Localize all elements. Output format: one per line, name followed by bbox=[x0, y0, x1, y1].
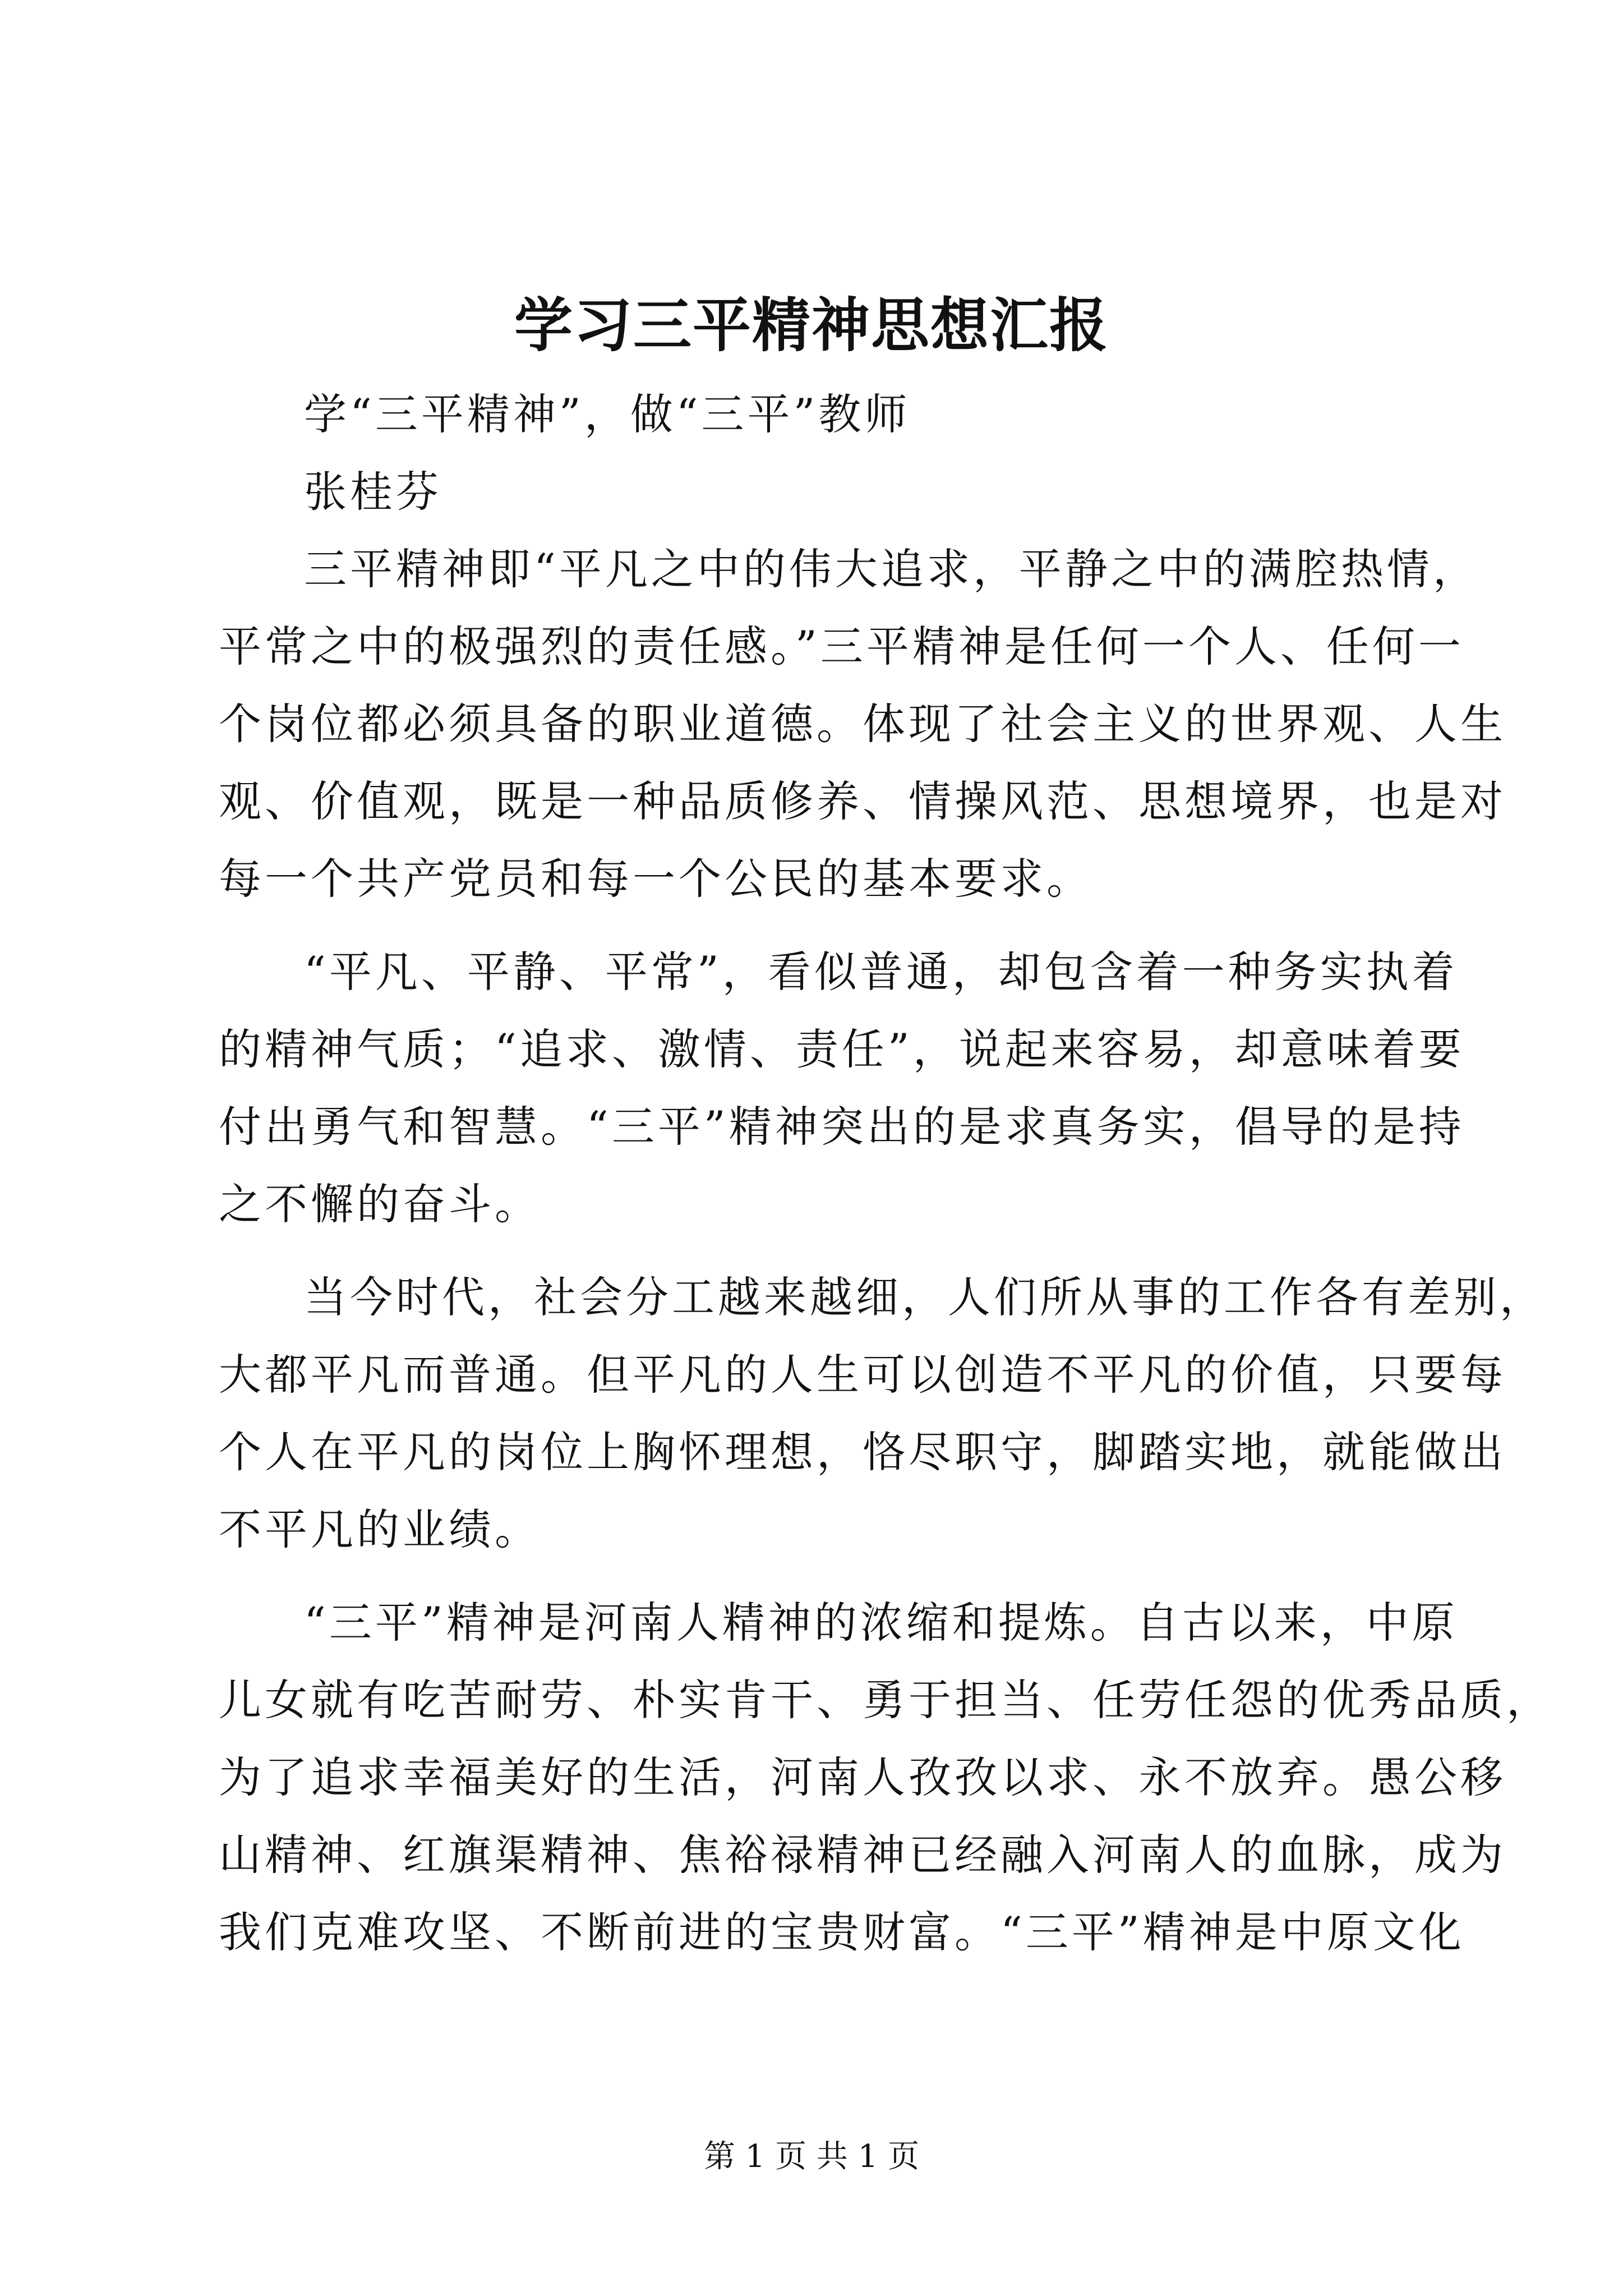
paragraph-line: 大都平凡而普通。但平凡的人生可以创造不平凡的价值，只要每 bbox=[219, 1350, 1506, 1400]
paragraph-line: 之不懈的奋斗。 bbox=[219, 1179, 541, 1229]
paragraph-line: 付出勇气和智慧。“三平”精神突出的是求真务实，倡导的是持 bbox=[219, 1102, 1465, 1152]
document-title: 学习三平精神思想汇报 bbox=[514, 291, 1109, 360]
paragraph-line: 平常之中的极强烈的责任感。”三平精神是任何一个人、任何一 bbox=[219, 622, 1464, 671]
author-line: 张桂芬 bbox=[304, 467, 442, 517]
paragraph-1 bbox=[219, 531, 1506, 918]
paragraph-4 bbox=[219, 1584, 1552, 1971]
subtitle-line: 学“三平精神”，做“三平”教师 bbox=[304, 389, 911, 439]
paragraph-3 bbox=[219, 1259, 1546, 1568]
paragraph-line: 个人在平凡的岗位上胸怀理想，恪尽职守，脚踏实地，就能做出 bbox=[219, 1427, 1506, 1477]
paragraph-line: 为了追求幸福美好的生活，河南人孜孜以求、永不放弃。愚公移 bbox=[219, 1752, 1506, 1802]
paragraph-line: 山精神、红旗渠精神、焦裕禄精神已经融入河南人的血脉，成为 bbox=[219, 1830, 1506, 1880]
document-body bbox=[219, 376, 1552, 1971]
paragraph-line: 个岗位都必须具备的职业道德。体现了社会主义的世界观、人生 bbox=[219, 699, 1506, 749]
paragraph-line: “三平”精神是河南人精神的浓缩和提炼。自古以来，中原 bbox=[304, 1598, 1458, 1648]
paragraph-line: “平凡、平静、平常”，看似普通，却包含着一种务实执着 bbox=[304, 947, 1458, 997]
paragraph-line: 当今时代，社会分工越来越细，人们所从事的工作各有差别， bbox=[304, 1272, 1546, 1322]
paragraph-line: 的精神气质；“追求、激情、责任”，说起来容易，却意味着要 bbox=[219, 1024, 1465, 1074]
paragraph-line: 我们克难攻坚、不断前进的宝贵财富。“三平”精神是中原文化 bbox=[219, 1907, 1465, 1957]
paragraph-2 bbox=[219, 933, 1465, 1243]
page-footer: 第 1 页 共 1 页 bbox=[703, 2138, 920, 2175]
paragraph-line: 观、价值观，既是一种品质修养、情操风范、思想境界，也是对 bbox=[219, 776, 1506, 826]
paragraph-line: 每一个共产党员和每一个公民的基本要求。 bbox=[219, 854, 1092, 904]
paragraph-line: 三平精神即“平凡之中的伟大追求，平静之中的满腔热情， bbox=[304, 544, 1479, 594]
paragraph-line: 儿女就有吃苦耐劳、朴实肯干、勇于担当、任劳任怨的优秀品质， bbox=[219, 1675, 1552, 1725]
paragraph-line: 不平凡的业绩。 bbox=[219, 1504, 541, 1554]
